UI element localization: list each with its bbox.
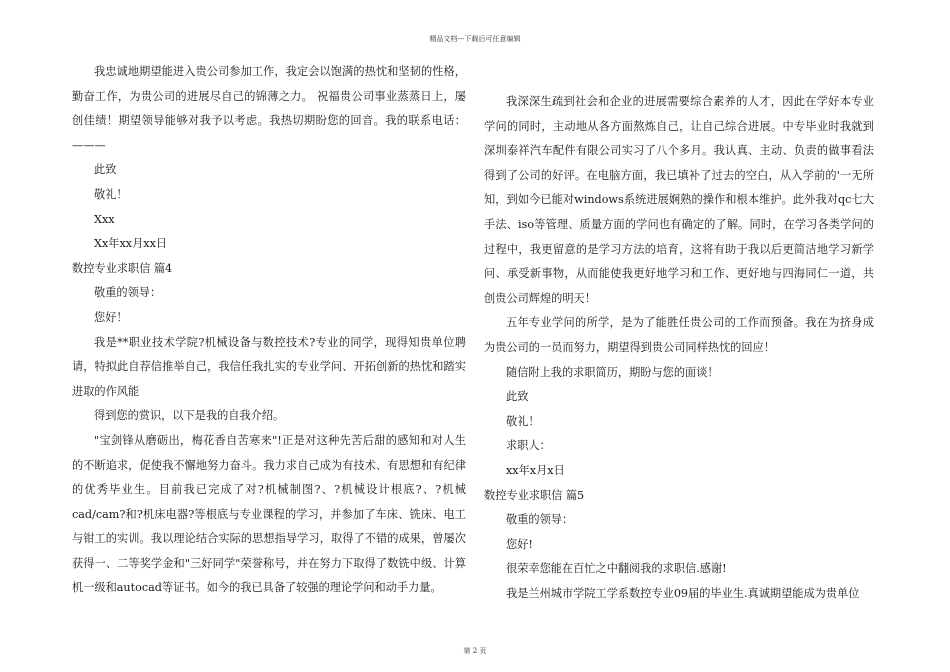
- section-heading: 数控专业求职信 篇4: [72, 261, 173, 275]
- paragraph: 敬礼！: [506, 414, 540, 428]
- page-header: 精品文档---下载后可任意编辑: [429, 35, 521, 43]
- paragraph: 我深深生疏到社会和企业的进展需要综合素养的人才，因此在学好本专业学问的同时，主动地从各方面熬炼自己，让自己综合进展。中专毕业时我就到深圳泰祥汽车配件有限公司实习了八个多月。我认真、主动、负责的做事看法得到了公司的好评。在电脑方面，我已填补了过去的空白，从入学前的'一无所知，到如今已能对windows系统进展娴熟的操作和根本维护。此外我对qc七大手法、iso等管理、质量方面的学问也有确定的了解。同时，在学习各类学问的过程中，我更留意的是学习方法的培育，这将有助于我以后更简洁地学习新学问、承受新事物，从而能使我更好地学习和工作、更好地与四海同仁一道，共创贵公司辉煌的明天！: [484, 95, 874, 305]
- paragraph: 得到您的赏识，以下是我的自我介绍。: [94, 409, 285, 423]
- paragraph: 敬重的领导：: [94, 286, 162, 300]
- paragraph: 敬重的领导：: [506, 513, 574, 527]
- paragraph: 您好！: [94, 310, 128, 324]
- paragraph: 求职人：: [506, 439, 551, 453]
- paragraph: 随信附上我的求职简历，期盼与您的面谈！: [506, 365, 719, 379]
- paragraph: 此致: [94, 163, 117, 177]
- paragraph: 敬礼！: [94, 187, 128, 201]
- paragraph: "宝剑锋从磨砺出，梅花香自苦寒来"!正是对这种先苦后甜的感知和对人生的不断追求，促使我不懈地努力奋斗。我力求自己成为有技术、有思想和有纪律的优秀毕业生。目前我已完成了对?机械制图?、?机械设计根底?、?机械cad/cam?和?机床电器?等根底与专业课程的学习，并参加了车床、铣床、电工与钳工的实训。我以理论结合实际的思想指导学习，取得了不错的成果，曾屡次获得一、二等奖学金和"三好同学"荣誉称号，并在努力下取得了数铣中级、计算机一级和autocad等证书。如今的我已具备了较强的理论学问和动手力量。: [72, 433, 466, 595]
- paragraph: 我是兰州城市学院工学系数控专业09届的毕业生.真诚期望能成为贵单位: [506, 586, 860, 600]
- right-column: [484, 90, 874, 606]
- paragraph: Xx年xx月xx日: [94, 237, 168, 251]
- paragraph: Xxx: [94, 212, 115, 226]
- paragraph: 您好!: [506, 537, 533, 551]
- paragraph: 很荣幸您能在百忙之中翻阅我的求职信.感谢!: [506, 562, 727, 576]
- paragraph: 我是**职业技术学院?机械设备与数控技术?专业的同学，现得知贵单位聘请，特拟此自荐信推举自己，我信任我扎实的专业学问、开拓创新的热忱和踏实进取的作风能: [72, 335, 466, 398]
- paragraph: 我忠诚地期望能进入贵公司参加工作，我定会以饱满的热忱和坚韧的性格，勤奋工作，为贵公司的进展尽自己的锦薄之力。 祝福贵公司事业蒸蒸日上，屡创佳绩！期望领导能够对我予以考虑。我热切期盼您的回音。我的联系电话：———: [72, 65, 466, 152]
- page-footer: 第 2 页: [463, 647, 487, 655]
- paragraph: xx年x月x日: [506, 463, 565, 477]
- section-heading: 数控专业求职信 篇5: [484, 488, 585, 502]
- paragraph: 此致: [506, 390, 529, 404]
- left-column: [72, 60, 466, 601]
- paragraph: 五年专业学问的所学，是为了能胜任贵公司的工作而预备。我在为挤身成为贵公司的一员而努力，期望得到贵公司同样热忱的回应！: [484, 316, 874, 354]
